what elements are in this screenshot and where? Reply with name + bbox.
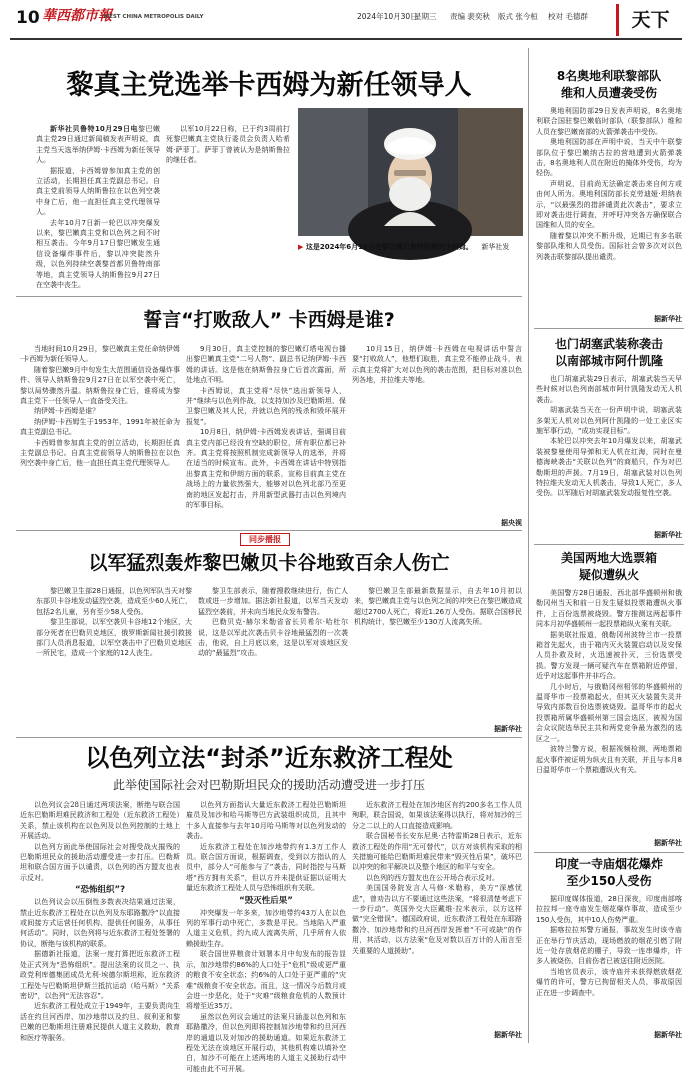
story2-paragraph: 10月15日，纳伊姆·卡西姆在电视讲话中誓言要“打败敌人”，他想们取胜，真主党不能停止战斗，表示真主党将扩大对以色列的袭击范围，把目标对准以色列各地，并拉维夫等地。: [352, 345, 522, 385]
story4-paragraph: 以色列的西方盟友也在公开场合表示反对。: [366, 873, 499, 882]
newspaper-logo-en: WEST CHINA METROPOLIS DAILY: [103, 14, 204, 20]
side3-rule: [534, 852, 684, 853]
story3-col3: [354, 586, 522, 724]
story4-col1: [20, 800, 180, 1042]
story4-paragraph: 据德新社报道，法案一度打算把近东救济工程处正式列为“恐怖组织”。提出法案的议员之一、执政党利库德集团成员尤利·埃德尔斯坦称，近东救济工程处与巴勒斯坦伊斯兰抵抗运动（哈马斯）“关系密切”，以色列“无法容忍”。: [20, 950, 180, 1000]
side2-paragraph: 也门胡塞武装29日表示，胡塞武装当天早些时候对以色列南部城市阿什凯隆发动无人机袭击。: [536, 375, 682, 404]
story3-paragraph: 巴勒贝克-赫尔米勒省省长贝希尔·哈杜尔说，这是以军此次袭击贝卡谷地最猛烈的一次袭击，他说，自上月底以来，这是以军对该地区发动的“最猛烈”攻击。: [198, 618, 348, 658]
side1-paragraph: 声明说，目前尚无法确定袭击来自何方或由何人所为。奥地利国防部长克劳迪娅·坦纳表示，“以最强烈的措辞谴责此次袭击”，要求立即对袭击进行调查，并呼吁冲突各方确保联合国维和人员的安全。: [536, 179, 682, 230]
side3-paragraph: 据美联社报道，俄勒冈州波特兰市一投票箱首先起火，由于箱内灭火装置启动以及安保人员扑救及时，火迅速被扑灭，三份选票受损。警方发现一辆可疑汽车在票箱附近停留，近乎对这起事件并非巧合。: [536, 630, 682, 681]
side4-headline: [534, 856, 684, 890]
story2-credit: 据央视: [501, 519, 522, 527]
story2-paragraph: 随着黎巴嫩9月中旬发生大范围通信设备爆炸事件、领导人纳斯鲁拉9月27日在以军空袭中死亡，黎以局势骤然升温。纳斯鲁拉身亡后，谁将成为黎真主党下一任领导人一直备受关注。: [20, 365, 180, 406]
side3-headline-line1: 美国两地大选票箱: [560, 551, 657, 565]
story2-paragraph: 卡西姆说，真主党将“尽快”选出新领导人，并“继续与以色列作战，以支持加沙及巴勒斯坦、保卫黎巴嫩及其人民，并就以色列的残杀和毁坏展开报复”。: [186, 386, 346, 426]
story4-lead2: 以色列方面此举使国际社会对搜受战火摧残的巴勒斯坦民众的援助活动遭受进一步打压。巴勒斯坦和联合国方面予以谴责，以色列的西方盟友也表示反对。: [20, 842, 180, 882]
side4-body: [536, 894, 682, 1028]
side3-body: [536, 588, 682, 838]
side4-credit: 据新华社: [654, 1031, 682, 1039]
story2-paragraph: 纳伊姆·卡西姆是谁？: [34, 407, 100, 416]
story1-photo: [298, 108, 523, 236]
page-number: 10: [16, 8, 40, 28]
story1-paragraph: 以军10月22日称，已于约3周前打死黎巴嫩真主党执行委员会负责人哈希姆·萨菲丁。萨菲丁曾被认为是纳斯鲁拉的继任者。: [166, 125, 290, 165]
story4-subhead1: “恐怖组织”?: [74, 885, 126, 896]
side1-rule: [534, 328, 684, 329]
story2-paragraph: 当地时间10月29日，黎巴嫩真主党任命纳伊姆·卡西姆为新任领导人。: [20, 345, 180, 364]
story4-subheadline: 此举使国际社会对巴勒斯坦民众的援助活动遭受进一步打压: [112, 778, 425, 792]
section-title: 天下: [616, 4, 682, 36]
story4-credit: 据新华社: [494, 1031, 522, 1039]
side2-headline: [534, 336, 684, 370]
side2-paragraph: 胡塞武装当天在一份声明中说，胡塞武装多架无人机对以色列阿什凯隆的一处工业区实施军事行动，“成功实现目标”。: [536, 406, 682, 436]
masthead: [0, 0, 690, 44]
story3-col1: [36, 586, 192, 736]
kicker-text: 同步播报: [249, 535, 281, 544]
story2-paragraph: 9月30日，真主党控制的黎巴嫩灯塔电视台播出黎巴嫩真主党“二号人物”、副总书记纳伊姆·卡西姆的讲话。这是他在纳斯鲁拉身亡后首次露面，所处地点不明。: [186, 345, 346, 385]
masthead-rule: [10, 38, 682, 40]
story2-paragraph: 卡西姆曾参加真主党的创立活动，长期担任真主党副总书记。自真主党前领导人纳斯鲁拉在以色列空袭中身亡后，他一直担任真主党代理领导人。: [20, 438, 180, 468]
story2-col3: [352, 344, 522, 518]
side4-paragraph: 据印度媒体报道，28日深夜，印度南部喀拉拉邦一座寺庙发生烟花爆炸事故，造成至少150人受伤，其中10人伤势严重。: [536, 895, 682, 924]
side4-paragraph: 当地官员表示，该寺庙并未获得燃放烟花爆竹的许可，警方已拘留相关人员，事故原因正在进一步调查中。: [536, 967, 682, 997]
side3-paragraph: 波特兰警方说，根据视频检测，两地票箱起火事件被证明为纵火且有关联，并且与本月8日温哥华市一个票箱遭纵火有关。: [536, 745, 682, 774]
photo-caption: 这是2024年6月19日在黎巴嫩贝鲁特拍摄的卡西姆。: [305, 243, 473, 251]
story1-lead: 黎巴嫩真主党29日通过新闻稿发表声明说，真主党当天选举纳伊姆·卡西姆为新任领导人。: [36, 125, 161, 165]
story4-headline: 以色列立法“封杀”近东救济工程处: [85, 744, 453, 772]
story4-paragraph: 联合国世界粮食计划署本月中旬发布的报告显示，加沙地带约86%的人口处于“危机”级或更严重的粮食不安全状态；约6%的人口处于更严重的“灾难”级粮食不安全状态。而且，这一情况今后数月或会进一步恶化，处于“灾难”级粮食危机的人数预计将增至近35万。: [186, 950, 346, 1011]
story1-byline: 新华社贝鲁特10月29日电: [50, 125, 138, 133]
newspaper-logo: 華西都市報: [42, 8, 112, 24]
story1-photo-caption: ▶ 这是2024年6月19日在黎巴嫩贝鲁特拍摄的卡西姆。 新华社发: [298, 243, 510, 251]
side2-paragraph: 本轮巴以冲突去年10月爆发以来，胡塞武装被黎曼使用导弹和无人机在红海，同时在曼德海峡袭击“关联以色列”的商船只，作为对巴勒斯坦的声援。7月19日，胡塞武装对以色列特拉维夫发动无人机袭击，导致1人死亡，多人受伤。以军随后对胡塞武装发动报复性空袭。: [536, 437, 682, 498]
story1-paragraph: 去年10月7日新一轮巴以冲突爆发以来，黎巴嫩真主党和以色列之间不时相互袭击。今年9月17日黎巴嫩发生通信设备爆炸事件后，黎以冲突陡然升级，以色列持续空袭黎首都贝鲁特南部等地，真主党领导人纳斯鲁拉9月27日在空袭中丧生。: [36, 218, 160, 290]
story4-col3: [352, 800, 522, 1030]
story3-credit: 据新华社: [494, 725, 522, 733]
editor-credit: 责编 裴奕秋: [450, 12, 490, 21]
story4-paragraph: 近东救济工程处在加沙地带约有1.3万工作人员。联合国方面说，根据调查，受到以方指认的人员中，部分人“可能参与了”袭击，同时指控与马斯塔“西方拥有关系”，但以方并未提供证据以证明大量近东救济工程处人员与恐怖组织有关联。: [186, 842, 346, 893]
story2-col2: [186, 344, 346, 528]
story4-paragraph: 以色列议会以压倒性多数表决结果通过法案，禁止近东救济工程处在以色列及东耶路撒冷“以直接或间接方式运营任何机构、提供任何服务，从事任何活动”。同时，以色列将与近东救济工程处签署的协议，断绝与该机构的联系。: [20, 898, 180, 948]
story4-col2: [186, 800, 346, 1073]
photo-credit: 新华社发: [481, 243, 510, 251]
story4-subhead2: “毁灭性后果”: [239, 895, 293, 906]
story4-paragraph: 以色列方面指认大量近东救济工程处巴勒斯坦雇员及加沙和哈马斯等巴方武装组织成员，且其中十多人直接参与去年10月哈马斯等对以色列发动的袭击。: [186, 801, 346, 841]
story4-paragraph: 联合国秘书长安东尼奥·古特雷斯28日表示，近东救济工程处的作用“无可替代”，以方对该机构采取的相关措施可能给巴勒斯坦难民带来“毁灭性后果”，破坏巴以冲突的和平解决以及整个地区的和平与安全。: [352, 832, 522, 872]
story3-paragraph: 黎卫生部表示，随着搜救继续进行，伤亡人数或进一步增加。据法新社报道，以军当天发动猛烈空袭前，并未向当地民众发布警告。: [198, 587, 348, 616]
story3-headline: 以军猛烈轰炸黎巴嫩贝卡谷地致百余人伤亡: [88, 552, 450, 574]
story1-col1: [36, 124, 160, 290]
story4-paragraph: 近东救济工程处在加沙地区有约200多名工作人员殉职，联合国说，如果该法案得以执行，将对加沙的三分之二以上的人口直接造成影响。: [352, 801, 522, 830]
proofreader-credit: 校对 毛德群: [548, 12, 588, 21]
issue-weekday: 星期三: [414, 12, 437, 21]
side1-paragraph: 随着黎以冲突不断升级，近期已有多名联黎部队维和人员受伤。国际社会曾多次对以色列袭击联黎部队提出谴责。: [536, 231, 682, 261]
side3-headline: [534, 550, 684, 584]
designer-credit: 版式 张今桓: [498, 12, 538, 21]
story3-paragraph: 黎巴嫩卫生部28日通报，以色列军队当天对黎东部贝卡谷地发动猛烈空袭，造成至少60人死亡，包括2名儿童，另有至少58人受伤。: [36, 587, 192, 616]
side3-paragraph: 美国警方28日通报，西北部华盛顿州和俄勒冈州当天和前一日发生疑似投票箱遭纵火事件，上百份选票被烧毁。警方推测这两起事件同本月初华盛顿州一起投票箱纵火案有关联。: [536, 589, 682, 629]
side3-credit: 据新华社: [654, 839, 682, 847]
side2-headline-line2: 以南部城市阿什凯隆: [554, 354, 663, 368]
side2-credit: 据新华社: [654, 531, 682, 539]
side2-headline-line1: 也门胡塞武装称袭击: [554, 337, 663, 351]
story4-paragraph: 美国国务院发言人马修·米勒称，美方“深感忧虑”，曾劝告以方不要通过这些法案，“将很清楚考虑下一步行动”。英国外交大臣戴维·拉米表示，以方这样做“完全错误”。德国政府说，近东救济工程处在东耶路撒冷、加沙地带和约旦河西岸发挥着“不可或缺”的作用，其活动，以方法案“危及对数以百万计的人而言至关重要的人道援助”。: [352, 884, 522, 955]
side3-headline-line2: 疑似遭纵火: [578, 568, 639, 582]
side1-body: [536, 106, 682, 314]
story3-col2: [198, 586, 348, 736]
sidebar-divider: [528, 48, 529, 1043]
story2-headline: 誓言“打败敌人” 卡西姆是谁?: [143, 309, 395, 331]
story3-paragraph: 黎卫生部说，以军空袭贝卡谷地12个地区，大部分死者在巴勒贝克地区，俄罗斯新闻社援引救援部门人员消息报道，以军空袭击中了巴勒贝克地区一所民宅，造成一个家庭的12人丧生。: [36, 618, 192, 658]
side1-paragraph: 奥地利国防部29日发表声明说，8名奥地利联合国驻黎巴嫩临时部队（联黎部队）维和人员在黎巴嫩南部的火箭弹袭击中受伤。: [536, 107, 682, 136]
story2-col1: [20, 344, 180, 528]
issue-date: 2024年10月30日: [357, 12, 418, 21]
side1-headline-line1: 8名奥地利联黎部队: [556, 69, 662, 83]
story1-col2: [166, 124, 290, 290]
side1-paragraph: 奥地利国防部在声明中说，当天中午联黎部队位于黎巴嫩纳古拉的营地遭到火箭弹袭击，8名奥地利人员在附近的掩体外受伤，均为轻伤。: [536, 138, 682, 178]
story4-paragraph: 虽然以色列议会通过的法案只涵盖以色列和东耶路撒冷，但以色列即将控制加沙地带和约旦河西岸的通道以及对加沙的援助通道。如果近东救济工程处无法在该地区开展行动，其他机构难以填补空白，加沙不可能在上述两地的人道主义援助行动中可能由此不可开展。: [186, 1012, 346, 1073]
side4-headline-line2: 至少150人受伤: [566, 874, 652, 888]
kicker-label: [240, 533, 290, 546]
story2-rule: [16, 530, 522, 531]
story1-rule: [16, 296, 522, 297]
story1-paragraph: 据报道，卡西姆曾参加真主党的创立活动，长期担任真主党副总书记。自真主党前领导人纳斯鲁拉在以色列空袭中身亡后，他一直担任真主党代理领导人。: [36, 166, 160, 217]
side2-body: [536, 374, 682, 530]
story4-paragraph: 近东救济工程处成立于1949年，主要负责向生活在约旦河西岸、加沙地带以及约旦、叙利亚和黎巴嫩的巴勒斯坦注册难民提供人道主义救助，教育和医疗等服务。: [20, 1002, 180, 1042]
side4-headline-line1: 印度一寺庙烟花爆炸: [554, 857, 663, 871]
story1-headline: 黎真主党选举卡西姆为新任领导人: [66, 70, 472, 101]
story4-paragraph: 冲突爆发一年多来，加沙地带约43万人在以色列的军事行动中死亡，多数是平民。当地陷入严重人道主义危机，约九成人流离失所，几乎所有人依赖援助生存。: [186, 908, 346, 948]
cleric-portrait-icon: [298, 108, 523, 236]
story2-paragraph: 纳伊姆·卡西姆生于1953年，1991年被任命为真主党副总书记。: [20, 417, 180, 437]
story3-rule: [16, 737, 522, 738]
side4-paragraph: 据喀拉拉邦警方通报，事故发生时该寺庙正在举行节庆活动，现场燃放的烟花引燃了附近一处存放烟花的棚子，导致一连串爆炸，许多人被烧伤，目前伤者已被送往附近医院。: [536, 926, 682, 966]
story2-paragraph: 10月8日，纳伊姆·卡西姆发表讲话，强调目前真主党内部已经没有空缺的职位，所有职位都已补齐。真主党将按照机制完成新领导人的选举，并将在适当的时候宣布。此外，卡西姆在讲话中特别指出黎真主党和伊朗方面的联系，宣称目前真主党在战场上的力量依然强大，能够对以色列北部乃至更南的地区发起打击，并用新型武器打击以色列境内的军事目标。: [186, 428, 346, 510]
side3-paragraph: 几小时后，与俄勒冈州相邻的华盛顿州的温哥华市一投票箱起火，但其灭火装置失灵并导致内部数百份选票被烧毁。温哥华市的起火投票箱所属华盛顿州第三国会选区，被视为国会众议院选举民主共和两党竞争最为激烈的选区之一。: [536, 682, 682, 743]
side1-headline: [534, 68, 684, 102]
side1-credit: 据新华社: [654, 315, 682, 323]
story4-lead: 以色列议会28日通过两项法案，断绝与联合国近东巴勒斯坦难民救济和工程处（近东救济工程处）关系，禁止该机构在以色列及以色列控制的土地上开展活动。: [20, 801, 180, 841]
side2-rule: [534, 544, 684, 545]
story3-paragraph: 黎巴嫩卫生部最新数据显示，自去年10月初以来，黎巴嫩真主党与以色列之间的冲突已在黎巴嫩造成超过2700人死亡，将近1.26万人受伤。据联合国移民机构统计，黎巴嫩至少130万人流离失所。: [354, 587, 522, 627]
side1-headline-line2: 维和人员遭袭受伤: [560, 86, 657, 100]
